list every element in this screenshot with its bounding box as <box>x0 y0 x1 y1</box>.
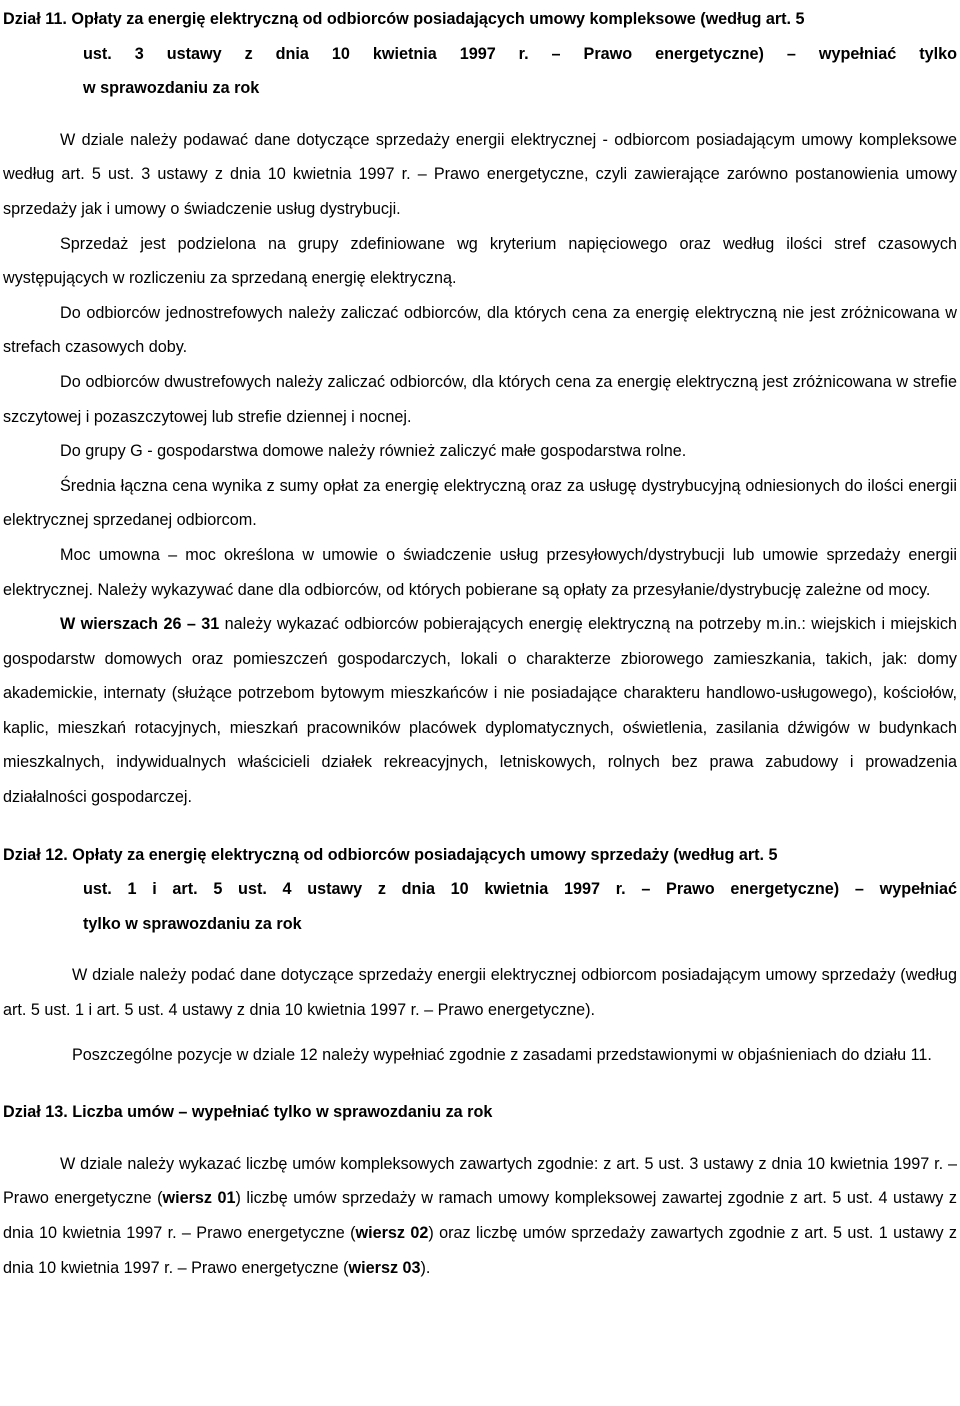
section-12-heading <box>3 838 957 942</box>
section-12-title-line1: Opłaty za energię elektryczną od odbiorców posiadających umowy sprzedaży (według art. 5 <box>67 845 778 864</box>
row-01-label: wiersz 01 <box>162 1189 236 1208</box>
section-11-title-line1: Opłaty za energię elektryczną od odbiorców posiadających umowy kompleksowe (według art. 5 <box>66 10 805 28</box>
section-11-paragraph-6: Średnia łączna cena wynika z sumy opłat za energię elektryczną oraz za usługę dystrybucyjną odniesionych do ilości energii elektrycznej sprzedanej odbiorcom. <box>3 476 957 530</box>
section-11-paragraph-2: Sprzedaż jest podzielona na grupy zdefiniowane wg kryterium napięciowego oraz według ilości stref czasowych występujących w rozliczeniu za sprzedaną energię elektryczną. <box>3 234 957 288</box>
section-11-paragraph-7: Moc umowna – moc określona w umowie o świadczenie usług przesyłowych/dystrybucji lub umowie sprzedaży energii elektrycznej. Należy wykazywać dane dla odbiorców, od których pobierane są opłaty za przesyłanie/dystrybucję zależne od mocy. <box>3 545 957 599</box>
section-13-label: Dział 13. <box>3 1103 68 1122</box>
section-11-paragraph-5: Do grupy G - gospodarstwa domowe należy również zaliczyć małe gospodarstwa rolne. <box>60 442 687 461</box>
rows-26-31-text: należy wykazać odbiorców pobierających energię elektryczną na potrzeby m.in.: wiejskich i miejskich gospodarstw domowych oraz pomieszczeń gospodarczych, lokali o charakterze zbiorowego zamieszkania, takich, jak: domy akademickie, internaty (służące potrzebom bytowym mieszkańców i nie posiadające charakteru handlowo-usługowego), kościołów, kaplic, mieszkań rotacyjnych, mieszkań pracowników placówek dyplomatycznych, oświetlenia, zasilania dźwigów w budynkach mieszkalnych, indywidualnych właścicieli działek rekreacyjnych, letniskowych, rolnych bez prawa zabudowy i prowadzenia działalności gospodarczej. <box>3 615 957 807</box>
section-11-paragraph-8 <box>3 607 957 815</box>
section-13-text-a: W dziale należy wykazać liczbę umów kompleksowych zawartych zgodnie: z art. 5 ust. 3 ustawy z dnia 10 kwietnia 1997 r. – Prawo energetyczne ( <box>3 1154 957 1208</box>
section-12-label: Dział 12. <box>3 845 68 864</box>
row-02-label: wiersz 02 <box>355 1224 429 1242</box>
section-13-text-d: ) oraz liczbę umów sprzedaży zawartych zgodnie z art. 5 ust. 1 ustawy z dnia 10 kwietnia 1997 r. – Prawo energetyczne ( <box>3 1224 958 1277</box>
section-11-paragraph-3: Do odbiorców jednostrefowych należy zaliczać odbiorców, dla których cena za energię elektryczną nie jest zróżnicowana w strefach czasowych doby. <box>3 303 957 357</box>
section-11-label: Dział 11. <box>3 10 67 28</box>
section-12-paragraph-2: Poszczególne pozycje w dziale 12 należy wypełniać zgodnie z zasadami przedstawionymi w objaśnieniach do działu 11. <box>72 1045 932 1064</box>
section-13-heading <box>3 1095 957 1130</box>
section-12-title-line2: ust. 1 i art. 5 ust. 4 ustawy z dnia 10 kwietnia 1997 r. – Prawo energetyczne) – wypełniać <box>83 880 957 899</box>
section-13-title: Liczba umów – wypełniać tylko w sprawozdaniu za rok <box>67 1103 493 1122</box>
section-13-text-c: ) liczbę umów sprzedaży w ramach umowy kompleksowej zawartej zgodnie z art. 5 ust. 4 ustawy z dnia 10 kwietnia 1997 r. – Prawo energetyczne ( <box>3 1189 957 1242</box>
section-12-title-line3: tylko w sprawozdaniu za rok <box>83 914 302 933</box>
section-13-paragraph-1 <box>3 1147 957 1285</box>
section-12-paragraph-1: W dziale należy podać dane dotyczące sprzedaży energii elektrycznej odbiorcom posiadającym umowy sprzedaży (według art. 5 ust. 1 i art. 5 ust. 4 ustawy z dnia 10 kwietnia 1997 r. – Prawo energetyczne). <box>3 966 957 1020</box>
section-11-paragraph-4: Do odbiorców dwustrefowych należy zaliczać odbiorców, dla których cena za energię elektryczną jest zróżnicowana w strefie szczytowej i pozaszczytowej lub strefie dziennej i nocnej. <box>3 372 957 426</box>
section-13-text-e: ). <box>420 1258 431 1277</box>
section-11-title-line2: ust. 3 ustawy z dnia 10 kwietnia 1997 r. – Prawo energetyczne) – wypełniać tylko <box>83 44 957 63</box>
rows-26-31-label: W wierszach 26 – 31 <box>60 615 220 634</box>
row-03-label: wiersz 03 <box>348 1258 421 1277</box>
section-11-paragraph-1: W dziale należy podawać dane dotyczące sprzedaży energii elektrycznej - odbiorcom posiadającym umowy kompleksowe według art. 5 ust. 3 ustawy z dnia 10 kwietnia 1997 r. – Prawo energetyczne, czyli zawierające zarówno postanowienia umowy sprzedaży jak i umowy o świadczenie usług dystrybucji. <box>3 130 957 218</box>
section-11-title-line3: w sprawozdaniu za rok <box>83 79 260 98</box>
section-11-heading <box>3 2 957 106</box>
